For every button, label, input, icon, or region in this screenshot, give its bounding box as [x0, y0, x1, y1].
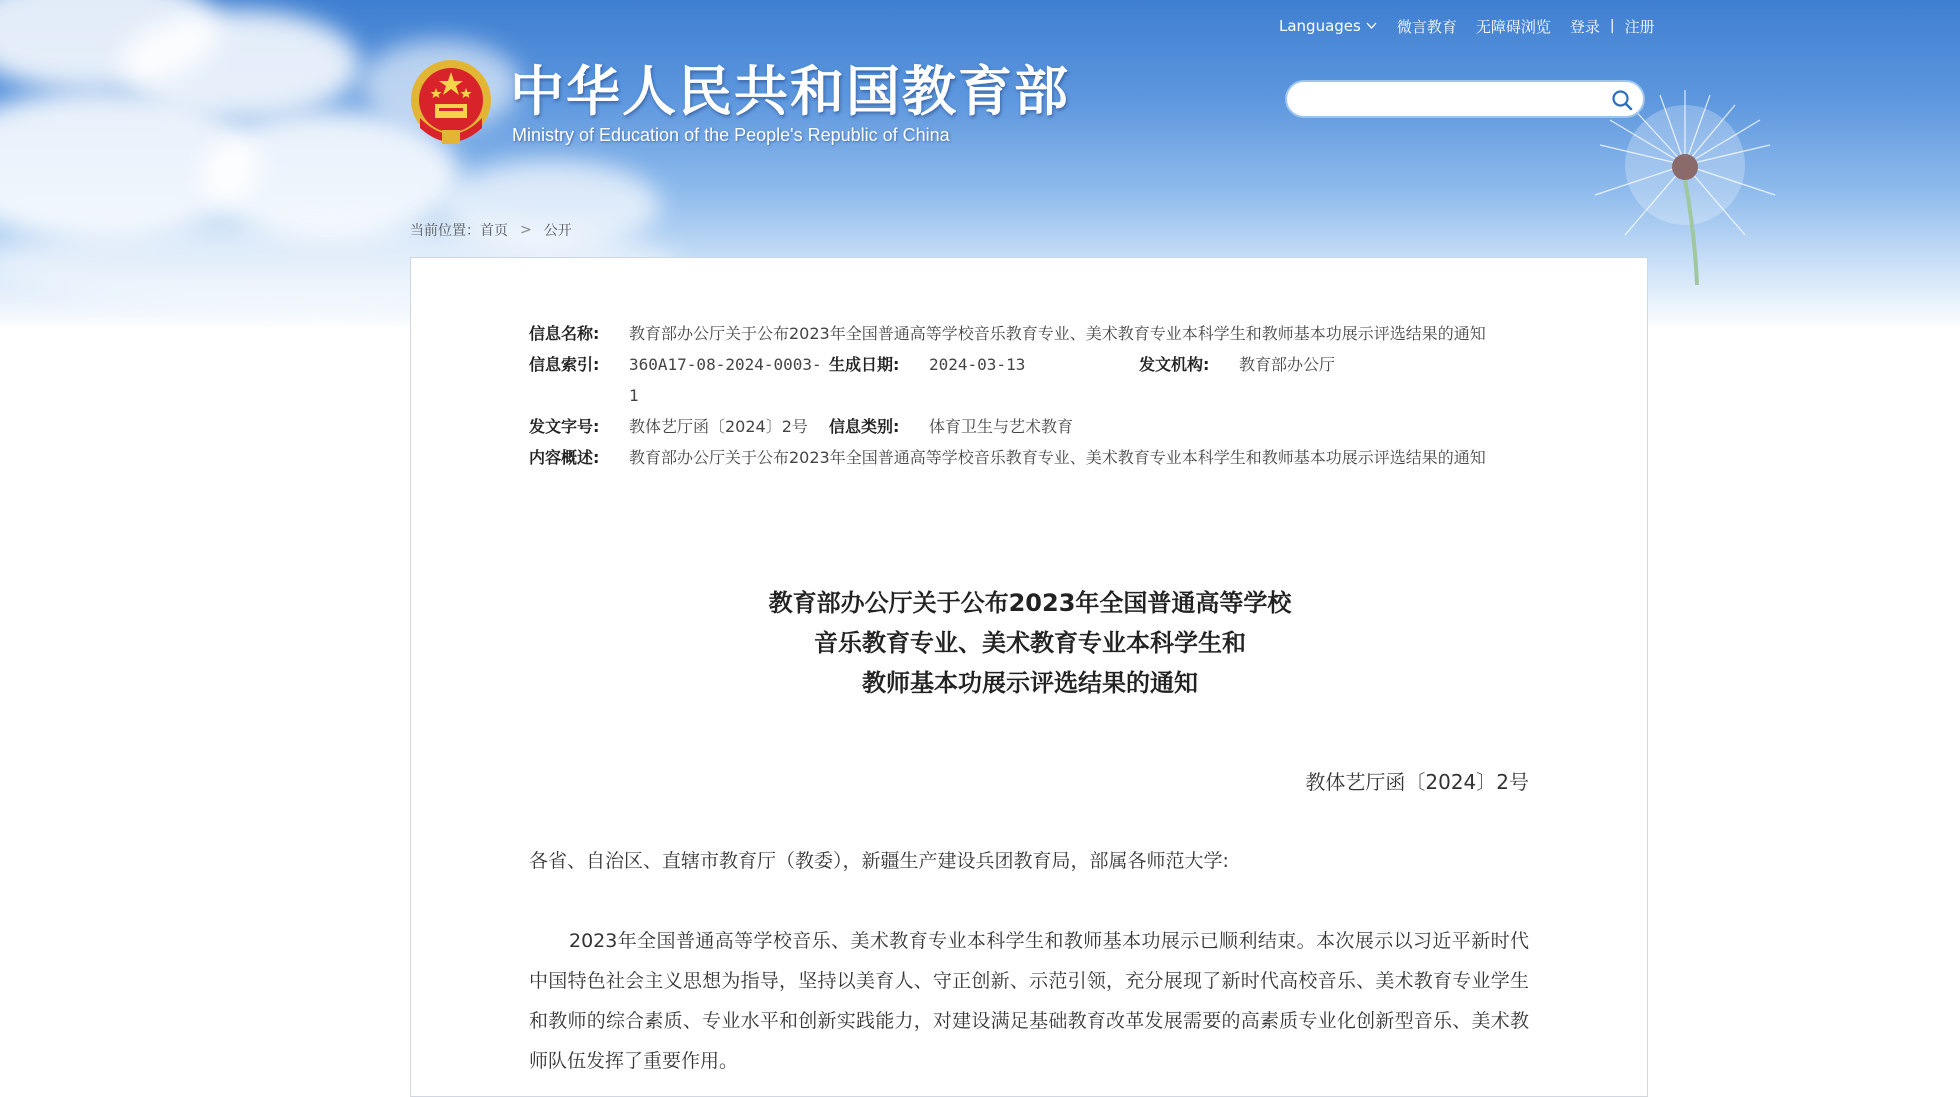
national-emblem-icon — [410, 58, 492, 148]
site-title[interactable]: 中华人民共和国教育部 — [510, 60, 1070, 123]
issuing-org-label: 发文机构: — [1139, 355, 1210, 374]
category-value: 体育卫生与艺术教育 — [929, 417, 1074, 436]
category-label: 信息类别: — [829, 417, 900, 436]
breadcrumb-prefix: 当前位置： — [410, 223, 480, 239]
info-name-label: 信息名称: — [529, 324, 600, 343]
search-box — [1285, 80, 1645, 118]
breadcrumb-current-link[interactable]: 公开 — [543, 223, 572, 239]
doc-number-label: 发文字号: — [529, 417, 600, 436]
site-title-english: Ministry of Education of the People's Republic of China — [512, 125, 950, 145]
languages-dropdown[interactable]: Languages — [1279, 17, 1377, 35]
breadcrumb-home-link[interactable]: 首页 — [480, 223, 508, 239]
chevron-down-icon — [1366, 22, 1377, 30]
document-addressee: 各省、自治区、直辖市教育厅（教委），新疆生产建设兵团教育局，部属各师范大学: — [529, 850, 1229, 872]
top-links-bar — [1279, 14, 1655, 38]
info-index-value: 360A17-08-2024-0003-1 — [629, 355, 822, 405]
breadcrumb — [410, 220, 572, 240]
doc-number-value: 教体艺厅函〔2024〕2号 — [629, 417, 808, 436]
date-label: 生成日期: — [829, 355, 900, 374]
info-name-value: 教育部办公厅关于公布2023年全国普通高等学校音乐教育专业、美术教育专业本科学生和教师基本功展示评选结果的通知 — [629, 324, 1486, 343]
register-link[interactable]: 注册 — [1624, 17, 1655, 36]
summary-value: 教育部办公厅关于公布2023年全国普通高等学校音乐教育专业、美术教育专业本科学生和教师基本功展示评选结果的通知 — [629, 448, 1486, 467]
weiyan-link[interactable]: 微言教育 — [1396, 17, 1457, 36]
breadcrumb-separator: > — [520, 222, 532, 238]
accessible-browse-link[interactable]: 无障碍浏览 — [1475, 17, 1551, 36]
document-title-line: 教师基本功展示评选结果的通知 — [862, 669, 1198, 697]
search-input[interactable] — [1303, 88, 1597, 112]
document-number: 教体艺厅函〔2024〕2号 — [1305, 770, 1529, 794]
info-metadata-table — [529, 318, 1539, 473]
document-paragraph: 2023年全国普通高等学校音乐、美术教育专业本科学生和教师基本功展示已顺利结束。本次展示以习近平新时代中国特色社会主义思想为指导，坚持以美育人、守正创新、示范引领，充分展现了新时代高校音乐、美术教育专业学生和教师的综合素质、专业水平和创新实践能力，对建设满足基础教育改革发展需要的高素质专业化创新型音乐、美术教师队伍发挥了重要作用。 — [529, 930, 1529, 1072]
summary-label: 内容概述: — [529, 448, 600, 467]
document-title-line: 教育部办公厅关于公布2023年全国普通高等学校 — [768, 589, 1292, 617]
content-panel — [410, 257, 1648, 1097]
link-separator: | — [1609, 18, 1615, 34]
document-title — [411, 583, 1649, 703]
date-value: 2024-03-13 — [929, 355, 1026, 374]
info-index-label: 信息索引: — [529, 355, 600, 374]
search-icon[interactable] — [1611, 89, 1633, 111]
login-link[interactable]: 登录 — [1569, 17, 1600, 36]
document-title-line: 音乐教育专业、美术教育专业本科学生和 — [814, 629, 1246, 657]
issuing-org-value: 教育部办公厅 — [1239, 355, 1336, 374]
